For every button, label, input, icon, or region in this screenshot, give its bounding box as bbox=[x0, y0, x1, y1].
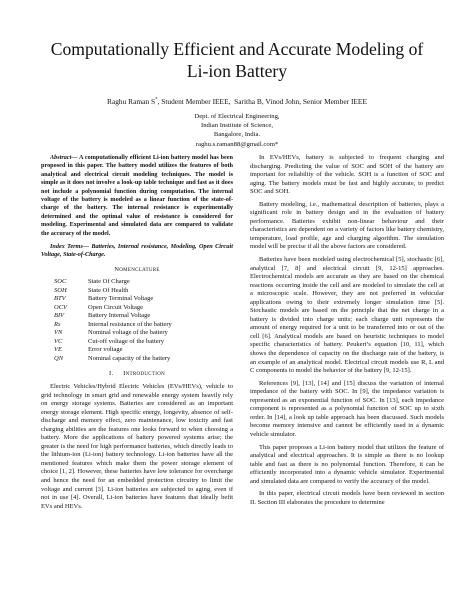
nomenclature-row bbox=[54, 312, 172, 321]
nom-symbol: QN bbox=[54, 354, 64, 362]
index-terms: Index Terms— Batteries, Internal resistance, Modeling, Open Circuit Voltage, State-of-Charge. bbox=[41, 243, 233, 259]
nom-description: State Of Charge bbox=[88, 278, 130, 286]
body-paragraph: This paper proposes a Li-ion battery model that utilizes the feature of analytical and electrical approaches. It is simple as there is no lookup table and fast as there is no polynomial function. Therefore, it can be efficiently incorporated into a dynamic vehicle simulator. Experimental and simulated data are compared to verify the accuracy of the model. bbox=[250, 443, 444, 485]
author-list: Raghu Raman S*, Student Member IEEE, Saritha B, Vinod John, Senior Member IEEE bbox=[107, 97, 367, 106]
left-column bbox=[41, 154, 233, 511]
title-line-2: Li-ion Battery bbox=[186, 61, 288, 81]
abstract-text: A computationally efficient Li-ion battery model has been proposed in this paper. The battery model utilizes the features of both analytical and electrical circuit modeling techniques. The model is simple as it does not involve a look-up table technique and fast as it does not include a polynomial function during computation. The internal voltage of the battery is modeled as a linear function of the state-of-charge of the battery. The internal resistance is experimentally determined and the optimal value of resistance is considered for modeling. Experimental and simulated data are compared to validate the accuracy of the model. bbox=[41, 154, 233, 237]
nomenclature-row bbox=[54, 346, 172, 355]
nom-symbol: BIV bbox=[54, 312, 65, 320]
nom-symbol: Rs bbox=[54, 320, 61, 328]
nom-symbol: VE bbox=[54, 346, 62, 354]
nom-symbol: SOH bbox=[54, 286, 67, 294]
nom-description: Internal resistance of the battery bbox=[88, 320, 172, 328]
nomenclature-row bbox=[54, 321, 172, 330]
nomenclature-row bbox=[54, 338, 172, 347]
nom-description: Nominal voltage of the battery bbox=[88, 329, 168, 337]
nom-description: Battery Internal Voltage bbox=[88, 312, 151, 320]
paper-title bbox=[20, 38, 454, 82]
affiliation-line: Bangalore, India. bbox=[213, 131, 261, 139]
body-paragraph: In this paper, electrical circuit models have been reviewed in section II. Section III elaborates the procedure to determine bbox=[250, 490, 444, 506]
right-column bbox=[250, 154, 444, 507]
nom-description: Error voltage bbox=[88, 346, 123, 354]
nomenclature-row bbox=[54, 304, 172, 313]
nomenclature-row bbox=[54, 329, 172, 338]
nom-description: State Of Health bbox=[88, 286, 129, 294]
nom-description: Cut-off voltage of the battery bbox=[88, 337, 165, 345]
title-line-1: Computationally Efficient and Accurate Modeling of bbox=[50, 39, 424, 59]
nom-symbol: SOC bbox=[54, 278, 67, 286]
nom-description: Open Circuit Voltage bbox=[88, 303, 144, 311]
affiliation-line: Indian Institute of Science, bbox=[200, 122, 274, 130]
body-paragraph: References [9], [13], [14] and [15] discuss the variation of internal impedance of the battery with SOC. In [9], the impedance variation is represented as an exponential function of SOC. In [13], each impedance component is represented as a polynomial function of SOC up to sixth order. In [14], a look up table approach has been discussed. Such models become memory intensive and cannot be efficiently used in a dynamic vehicle simulator. bbox=[250, 379, 444, 438]
affiliation-line: Dept. of Electrical Engineering, bbox=[194, 113, 280, 120]
nom-description: Battery Terminal Voltage bbox=[88, 295, 154, 303]
nomenclature-row bbox=[54, 355, 172, 364]
body-paragraph: Batteries have been modeled using electrochemical [5], stochastic [6], analytical [7, 8] and electrical circuit [9, 12-15] approaches. Electrochemical models are accurate as they are based on the chemical reactions occurring inside the cell and are modeled to simulate the cell at a microscopic scale. However, they are not preferred in vehicular applications owing to their extremely longer simulation time [5]. Stochastic models are based on the principle that the net charge in a battery is divided into charge units; each charge unit represents the amount of energy required for a unit to be transferred into or out of the cell [6]. Analytical models are based on heuristic techniques to model specific characteristics of battery. Peukert’s equation [10, 11], which shows the dependence of capacity on the discharge rate of the battery, is an example of an analytical model. Electrical circuit models use R, L and C components to model the behavior of the battery [9, 12-15]. bbox=[250, 256, 444, 375]
nomenclature-row bbox=[54, 295, 172, 304]
body-paragraph: Electric Vehicles/Hybrid Electric Vehicles (EVs/HEVs), vehicle to grid technology in smart grid and renewable energy system heavily rely on energy storage systems. Batteries are considered as an important energy storage element. High specific energy, longevity, absence of self-discharge and memory effect, zero maintenance, low toxicity and fast charging abilities are the features one looks forward to when choosing a battery. More the applications of battery powered systems arise; the greater is the need for high performance batteries, which directly leads to the lithium-ion (Li-ion) battery technology. Li-ion batteries have all the mentioned features which make them the power storage element of choice [1, 2]. However, these batteries have low tolerance for overcharge and hence the need for an embedded protection circuitry to limit the voltage and current [3]. Li-ion batteries are subjected to aging, even if not in use [4]. Overall, Li-ion batteries have features that ideally befit EVs and HEVs. bbox=[41, 382, 233, 510]
body-paragraph: Battery modeling, i.e., mathematical description of batteries, plays a significant role in battery design and in the evaluation of battery performance. Batteries exhibit non-linear behaviour and their characteristics are dependent on a variety of factors like battery chemistry, temperature, load profile, age and charging algorithm. The simulation model will be precise if all the above factors are considered. bbox=[250, 200, 444, 251]
nom-symbol: BTV bbox=[54, 295, 66, 303]
affiliation-block bbox=[20, 112, 454, 149]
nomenclature-table bbox=[54, 278, 172, 363]
abstract-label: Abstract— bbox=[50, 154, 78, 161]
nomenclature-row bbox=[54, 287, 172, 296]
author-email[interactable]: raghu.s.raman88@gmail.com* bbox=[195, 140, 279, 148]
nomenclature-row bbox=[54, 278, 172, 287]
nom-symbol: VC bbox=[54, 337, 63, 345]
nom-symbol: VN bbox=[54, 329, 63, 337]
introduction-heading: I. Introduction bbox=[108, 370, 166, 378]
nomenclature-heading: Nomenclature bbox=[114, 265, 160, 273]
abstract bbox=[41, 154, 233, 238]
body-paragraph: In EVs/HEVs, battery is subjected to frequent charging and discharging. Predicting the value of SOC and SOH of the battery are important for reliability of the vehicle. SOH is a function of SOC and aging. The battery models must be fast and highly accurate, to predict SOC and SOH. bbox=[250, 154, 444, 196]
nom-description: Nominal capacity of the battery bbox=[88, 354, 171, 362]
nom-symbol: OCV bbox=[54, 303, 67, 311]
